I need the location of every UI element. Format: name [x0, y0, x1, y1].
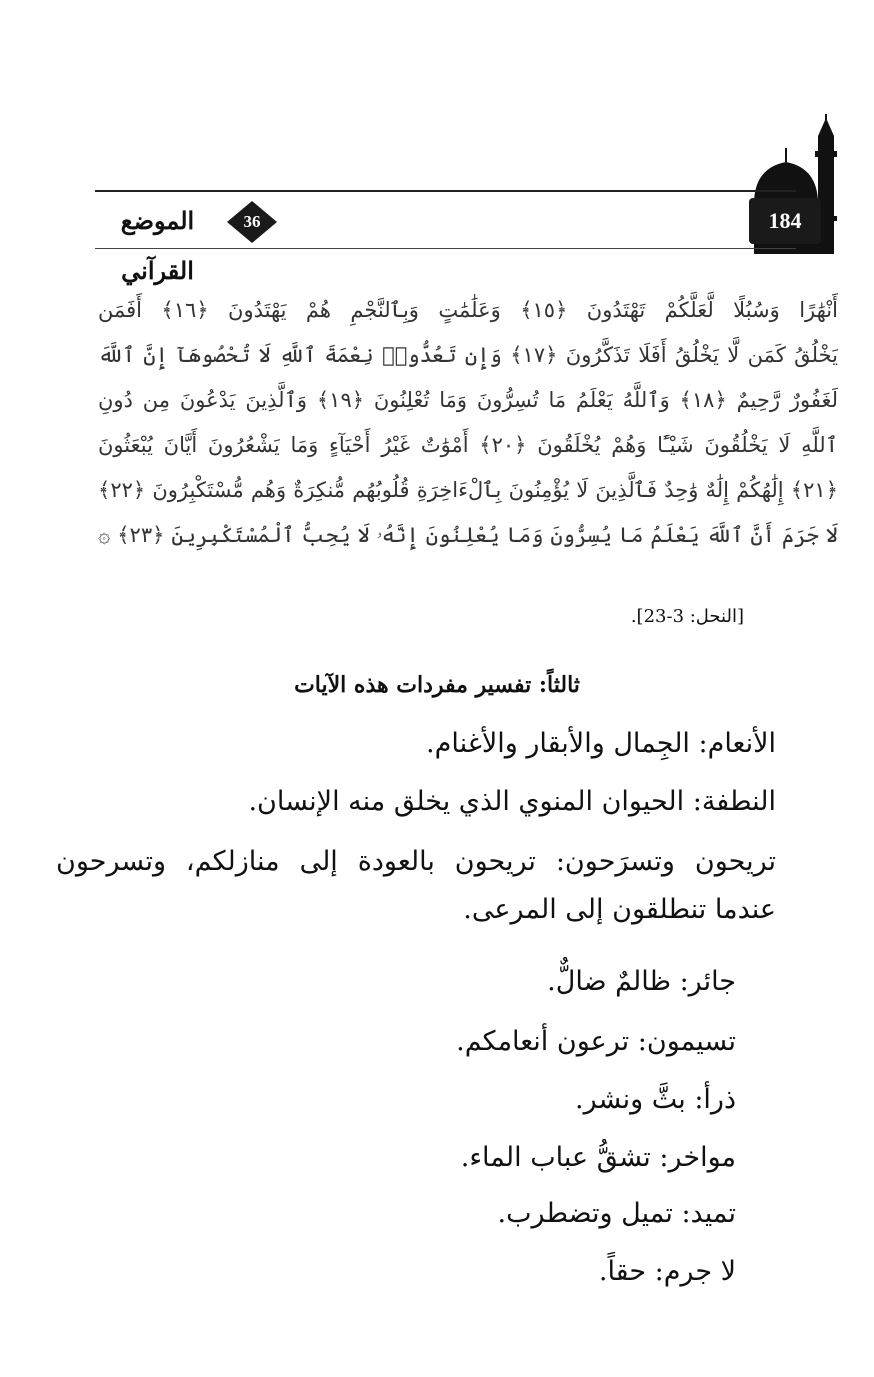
verse-line: أَنْهَٰرًا وَسُبُلًا لَّعَلَّكُمْ تَهْتَدُونَ ﴿١٥﴾ وَعَلَٰمَٰتٍ وَبِٱلنَّجْمِ هُمْ يَهْتَدُونَ ﴿١٦﴾ أَفَمَن: [98, 298, 838, 322]
page-number: 184: [749, 198, 821, 244]
definition-item: لا جرم: حقاً.: [598, 1256, 736, 1287]
verse-line: ٱللَّهِ لَا يَخْلُقُونَ شَيْـًٔا وَهُمْ يُخْلَقُونَ ﴿٢٠﴾ أَمْوَٰتٌ غَيْرُ أَحْيَآءٍ وَمَا يَشْعُرُونَ أَيَّانَ يُبْعَثُونَ: [98, 433, 838, 457]
definition-item: ذرأ: بثَّ ونشر.: [575, 1084, 736, 1115]
definition-item: مواخر: تشقُّ عباب الماء.: [460, 1142, 736, 1173]
definitions-list: [56, 0, 776, 1377]
chapter-number: 36: [243, 212, 261, 231]
definition-item: تميد: تميل وتضطرب.: [497, 1198, 736, 1229]
verse-line: يَخْلُقُ كَمَن لَّا يَخْلُقُ أَفَلَا تَذَكَّرُونَ ﴿١٧﴾ وَإِن تَعُدُّوا۟ نِعْمَةَ ٱللَّهِ لَا تُحْصُوهَآ إِنَّ ٱللَّهَ: [98, 343, 838, 367]
definition-item: تسيمون: ترعون أنعامكم.: [456, 1026, 736, 1057]
definition-item: النطفة: الحيوان المنوي الذي يخلق منه الإنسان.: [248, 786, 776, 817]
definition-item: جائر: ظالمٌ ضالٌّ.: [547, 966, 736, 997]
verse-line: لَا جَرَمَ أَنَّ ٱللَّهَ يَعْلَمُ مَا يُسِرُّونَ وَمَا يُعْلِنُونَ إِنَّهُۥ لَا يُحِبُّ ٱلْمُسْتَكْبِرِينَ ﴿٢٣﴾ ۞: [98, 523, 838, 547]
book-title: الموضع القرآني: [120, 206, 195, 285]
definition-item: تريحون وتسرَحون: تريحون بالعودة إلى منازلكم، وتسرحون عندما تنطلقون إلى المرعى.: [56, 846, 776, 925]
verse-citation: [النحل: 3-23].: [630, 606, 744, 627]
verse-line: ﴿٢١﴾ إِلَٰهُكُمْ إِلَٰهٌ وَٰحِدٌ فَٱلَّذِينَ لَا يُؤْمِنُونَ بِٱلْءَاخِرَةِ قُلُوبُهُم مُّنكِرَةٌ وَهُم مُّسْتَكْبِرُونَ ﴿٢٢﴾: [98, 478, 838, 502]
verse-line: لَغَفُورٌ رَّحِيمٌ ﴿١٨﴾ وَٱللَّهُ يَعْلَمُ مَا تُسِرُّونَ وَمَا تُعْلِنُونَ ﴿١٩﴾ وَٱلَّذِينَ يَدْعُونَ مِن دُونِ: [98, 388, 838, 412]
section-heading: ثالثاً: تفسير مفردات هذه الآيات: [294, 672, 580, 698]
definition-item: الأنعام: الجِمال والأبقار والأغنام.: [426, 728, 776, 759]
